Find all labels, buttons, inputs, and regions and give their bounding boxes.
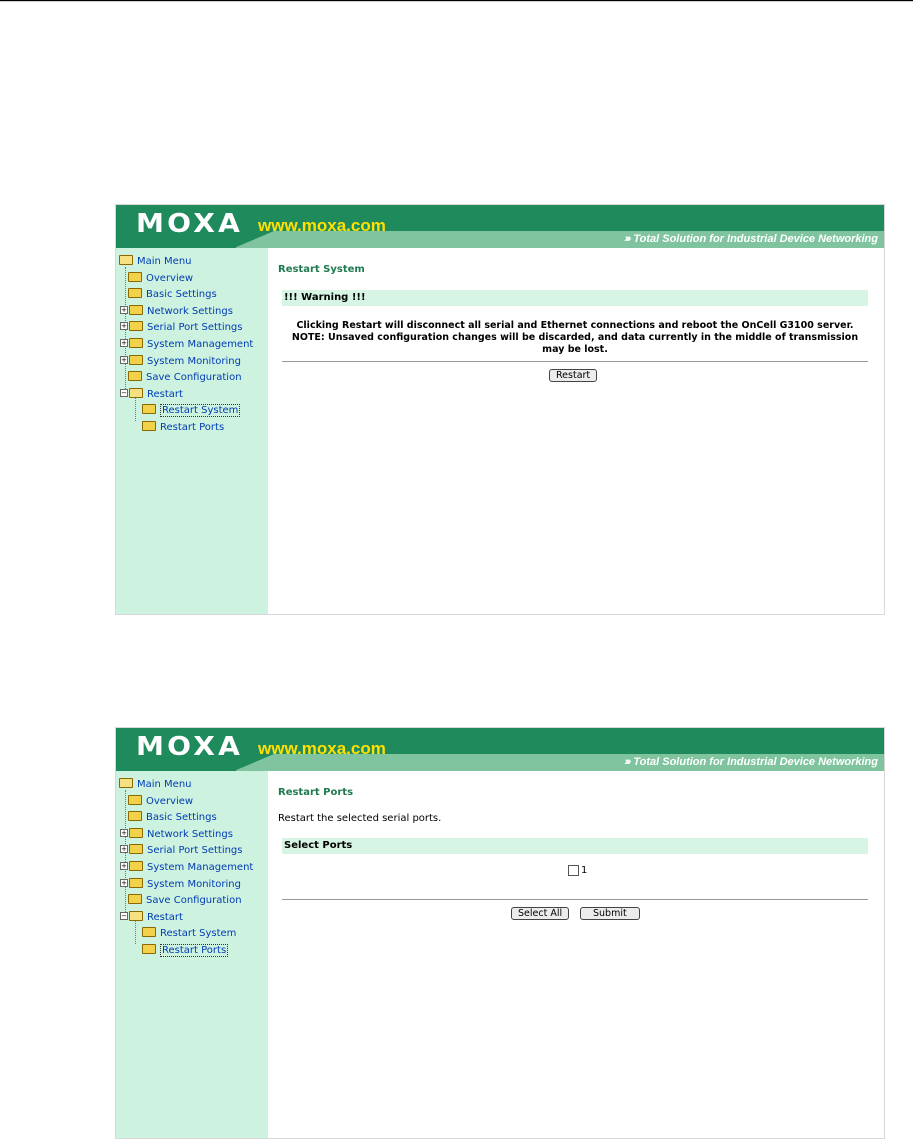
menu-item-restart-ports[interactable] xyxy=(116,943,268,960)
divider xyxy=(282,899,868,900)
warning-note-line1: Clicking Restart will disconnect all serial and Ethernet connections and reboot the OnCell G3100 server. xyxy=(296,320,854,331)
header-banner xyxy=(116,728,884,771)
menu-item-restart[interactable] xyxy=(116,910,268,927)
menu-root[interactable] xyxy=(116,777,268,794)
menu-item-label-selected: Restart System xyxy=(162,405,239,417)
menu-item-label: Serial Port Settings xyxy=(147,845,243,857)
expand-plus-icon[interactable]: + xyxy=(121,355,127,364)
page-title: Restart System xyxy=(278,264,365,275)
folder-open-icon xyxy=(119,778,133,788)
submit-button[interactable]: Submit xyxy=(580,907,640,920)
folder-icon xyxy=(128,288,142,298)
folder-open-icon xyxy=(129,911,143,921)
collapse-minus-icon[interactable]: − xyxy=(121,388,127,397)
warning-header: !!! Warning !!! xyxy=(282,290,868,306)
page-description: Restart the selected serial ports. xyxy=(278,813,442,824)
folder-icon xyxy=(129,305,143,315)
screenshot-restart-ports xyxy=(116,728,884,1138)
menu-item-serial-port-settings[interactable] xyxy=(116,843,268,860)
menu-item-restart-ports[interactable] xyxy=(116,420,268,437)
menu-item-label: System Management xyxy=(147,338,254,350)
folder-open-icon xyxy=(129,388,143,398)
tagline xyxy=(624,233,878,245)
folder-icon xyxy=(129,878,143,888)
menu-item-restart-system[interactable] xyxy=(116,926,268,943)
menu-item-system-management[interactable] xyxy=(116,860,268,877)
menu-item-restart-system[interactable] xyxy=(116,403,268,420)
page-top-rule-shadow xyxy=(0,1,913,2)
folder-icon xyxy=(128,811,142,821)
double-chevron-icon: ››› xyxy=(624,756,630,768)
folder-icon xyxy=(129,861,143,871)
menu-item-label: Restart System xyxy=(160,928,237,940)
menu-item-overview[interactable] xyxy=(116,271,268,288)
expand-plus-icon[interactable]: + xyxy=(121,878,127,887)
menu-item-label: Network Settings xyxy=(147,828,233,840)
folder-icon xyxy=(129,321,143,331)
folder-open-icon xyxy=(119,255,133,265)
select-ports-header: Select Ports xyxy=(282,838,868,854)
port-checkbox-row xyxy=(568,865,587,876)
folder-icon xyxy=(129,338,143,348)
port-1-label: 1 xyxy=(581,865,588,876)
folder-icon xyxy=(128,371,142,381)
menu-item-label: Save Configuration xyxy=(146,372,242,384)
restart-button[interactable]: Restart xyxy=(549,369,597,382)
folder-icon xyxy=(129,828,143,838)
menu-item-restart[interactable] xyxy=(116,387,268,404)
folder-icon xyxy=(142,421,156,431)
menu-item-label: System Monitoring xyxy=(147,355,241,367)
folder-icon xyxy=(142,404,156,414)
menu-item-label-selected: Restart Ports xyxy=(162,944,227,956)
expand-plus-icon[interactable]: + xyxy=(121,828,127,837)
menu-item-system-monitoring[interactable] xyxy=(116,877,268,894)
divider xyxy=(282,361,868,362)
main-content xyxy=(268,248,884,614)
main-content xyxy=(268,771,884,1138)
menu-item-label: System Monitoring xyxy=(147,878,241,890)
menu-item-label: Serial Port Settings xyxy=(147,322,243,334)
menu-item-label: System Management xyxy=(147,861,254,873)
menu-item-label: Overview xyxy=(146,272,194,284)
sidebar xyxy=(116,248,268,614)
folder-icon xyxy=(128,272,142,282)
tagline-text: Total Solution for Industrial Device Networking xyxy=(633,756,878,768)
menu-item-overview[interactable] xyxy=(116,794,268,811)
menu-root[interactable] xyxy=(116,254,268,271)
folder-icon xyxy=(129,355,143,365)
moxa-logo: MOXA xyxy=(136,732,244,762)
expand-plus-icon[interactable]: + xyxy=(121,861,127,870)
tagline-text: Total Solution for Industrial Device Networking xyxy=(633,233,878,245)
folder-icon xyxy=(142,944,156,954)
port-1-checkbox[interactable] xyxy=(568,865,579,876)
menu-item-label: Network Settings xyxy=(147,305,233,317)
tagline xyxy=(624,756,878,768)
folder-icon xyxy=(142,927,156,937)
expand-plus-icon[interactable]: + xyxy=(121,305,127,314)
menu-item-save-configuration[interactable] xyxy=(116,370,268,387)
menu-item-label: Restart Ports xyxy=(160,421,225,433)
moxa-logo: MOXA xyxy=(136,209,244,239)
expand-plus-icon[interactable]: + xyxy=(121,338,127,347)
menu-tree xyxy=(116,254,268,437)
menu-item-basic-settings[interactable] xyxy=(116,810,268,827)
screenshot-restart-system xyxy=(116,205,884,614)
site-url[interactable]: www.moxa.com xyxy=(258,739,386,758)
menu-item-label: Basic Settings xyxy=(146,812,217,824)
expand-plus-icon[interactable]: + xyxy=(121,845,127,854)
double-chevron-icon: ››› xyxy=(624,233,630,245)
menu-tree xyxy=(116,777,268,960)
menu-root-label: Main Menu xyxy=(137,256,192,267)
menu-item-basic-settings[interactable] xyxy=(116,287,268,304)
expand-plus-icon[interactable]: + xyxy=(121,322,127,331)
collapse-minus-icon[interactable]: − xyxy=(121,911,127,920)
menu-root-label: Main Menu xyxy=(137,779,192,790)
header-banner xyxy=(116,205,884,248)
menu-item-system-monitoring[interactable] xyxy=(116,354,268,371)
sidebar xyxy=(116,771,268,1138)
page-title: Restart Ports xyxy=(278,787,354,798)
menu-item-save-configuration[interactable] xyxy=(116,893,268,910)
menu-item-label: Overview xyxy=(146,795,194,807)
folder-icon xyxy=(128,795,142,805)
select-all-button[interactable]: Select All xyxy=(511,907,569,920)
folder-icon xyxy=(128,894,142,904)
menu-item-label: Restart xyxy=(147,388,183,400)
menu-item-system-management[interactable] xyxy=(116,337,268,354)
menu-item-label: Basic Settings xyxy=(146,289,217,301)
menu-item-label: Restart xyxy=(147,911,183,923)
menu-item-serial-port-settings[interactable] xyxy=(116,320,268,337)
menu-item-network-settings[interactable] xyxy=(116,304,268,321)
menu-item-label: Save Configuration xyxy=(146,895,242,907)
site-url[interactable]: www.moxa.com xyxy=(258,216,386,235)
warning-note-line2: NOTE: Unsaved configuration changes will be discarded, and data currently in the middle of transmission may be lost. xyxy=(291,332,859,355)
menu-item-network-settings[interactable] xyxy=(116,827,268,844)
folder-icon xyxy=(129,844,143,854)
